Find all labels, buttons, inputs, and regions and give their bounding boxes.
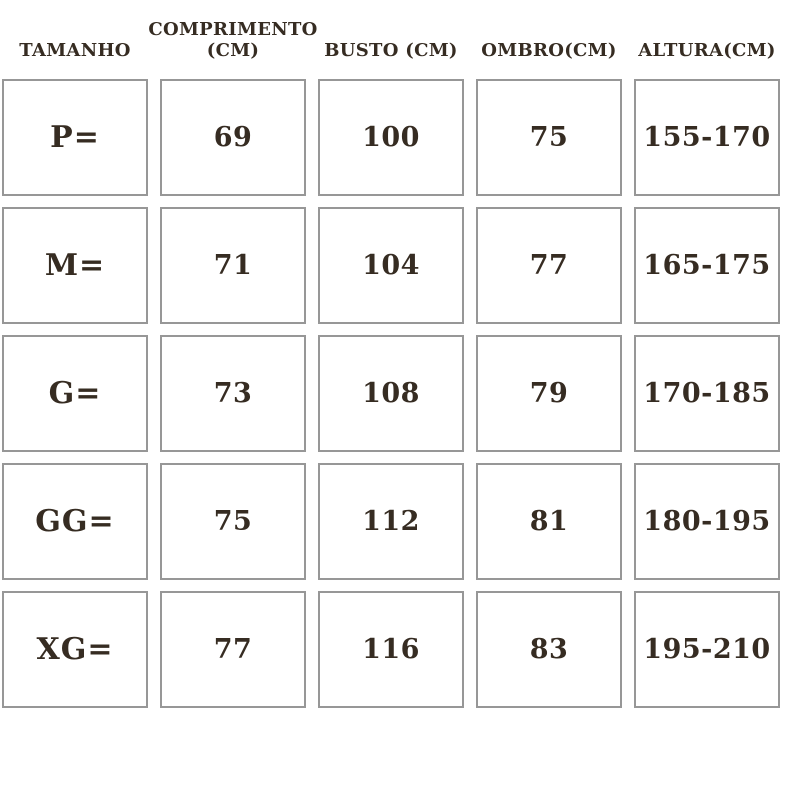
cell-size-m: M=	[2, 207, 148, 324]
cell-size-xg: XG=	[2, 591, 148, 708]
cell-gg-ombro: 81	[476, 463, 622, 580]
cell-p-altura: 155-170	[634, 79, 780, 196]
column-header-busto: BUSTO (CM)	[324, 39, 458, 61]
cell-m-altura: 165-175	[634, 207, 780, 324]
cell-gg-comprimento: 75	[160, 463, 306, 580]
cell-g-busto: 108	[318, 335, 464, 452]
cell-m-comprimento: 71	[160, 207, 306, 324]
cell-xg-altura: 195-210	[634, 591, 780, 708]
column-header-tamanho: TAMANHO	[19, 39, 131, 61]
column-header-comprimento: COMPRIMENTO (CM)	[148, 18, 318, 61]
cell-p-busto: 100	[318, 79, 464, 196]
cell-xg-ombro: 83	[476, 591, 622, 708]
cell-g-comprimento: 73	[160, 335, 306, 452]
cell-p-ombro: 75	[476, 79, 622, 196]
cell-xg-busto: 116	[318, 591, 464, 708]
cell-xg-comprimento: 77	[160, 591, 306, 708]
cell-m-busto: 104	[318, 207, 464, 324]
column-header-ombro: OMBRO(CM)	[481, 39, 617, 61]
cell-g-ombro: 79	[476, 335, 622, 452]
cell-size-g: G=	[2, 335, 148, 452]
cell-p-comprimento: 69	[160, 79, 306, 196]
cell-g-altura: 170-185	[634, 335, 780, 452]
cell-gg-busto: 112	[318, 463, 464, 580]
cell-size-gg: GG=	[2, 463, 148, 580]
cell-gg-altura: 180-195	[634, 463, 780, 580]
column-header-altura: ALTURA(CM)	[638, 39, 776, 61]
cell-m-ombro: 77	[476, 207, 622, 324]
cell-size-p: P=	[2, 79, 148, 196]
